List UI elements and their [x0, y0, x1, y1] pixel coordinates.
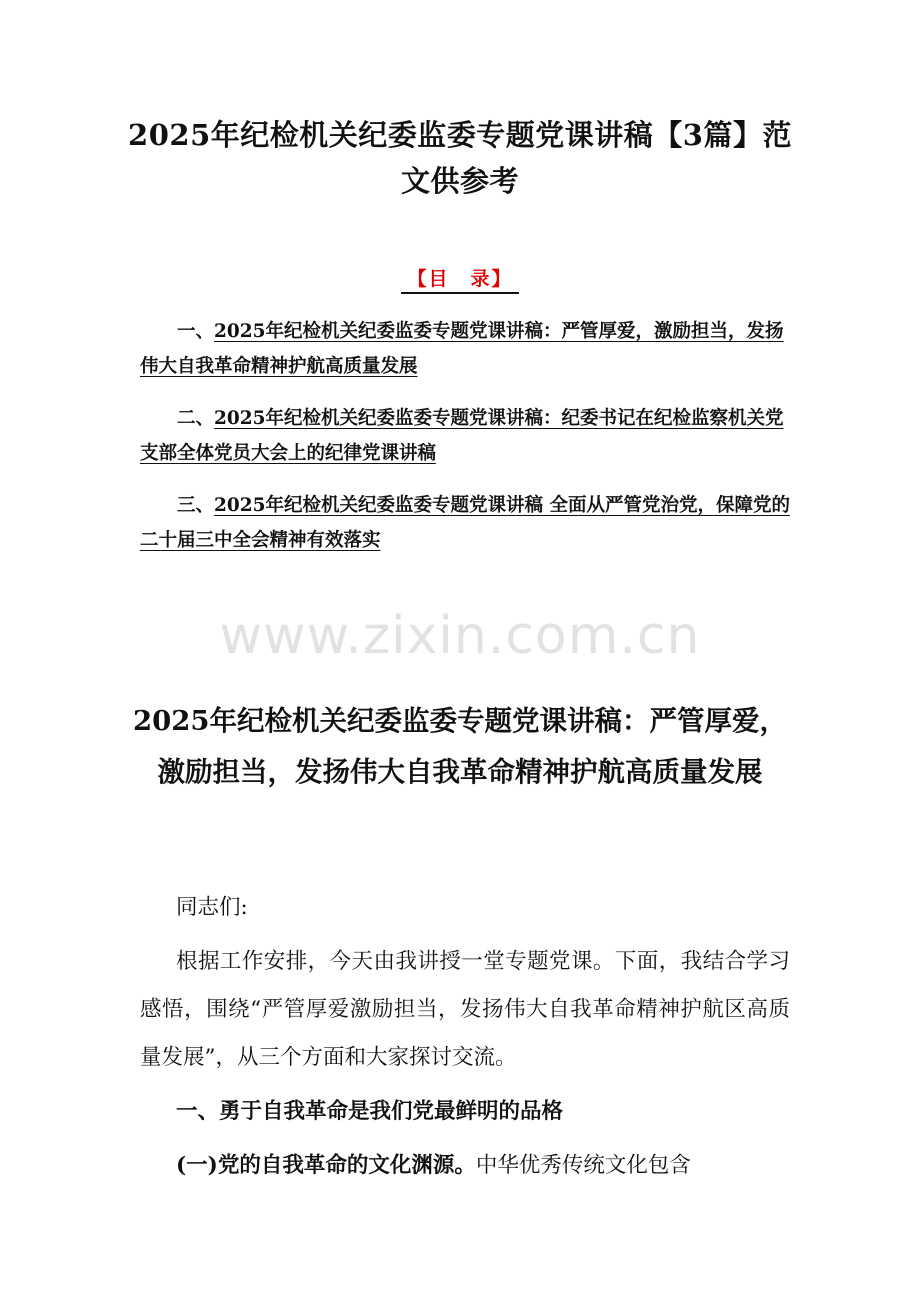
body-text [140, 884, 790, 1190]
subsection-heading: (一)党的自我革命的文化渊源。 [176, 1153, 476, 1178]
table-of-contents [140, 314, 790, 575]
toc-item[interactable] [140, 488, 790, 558]
section-title: 2025年纪检机关纪委监委专题党课讲稿：严管厚爱，激励担当，发扬伟大自我革命精神护航高质量发展 [132, 705, 788, 788]
subsection-paragraph [140, 1142, 790, 1190]
toc-item-number: 三、 [177, 495, 215, 516]
toc-item-link[interactable]: 2025年纪检机关纪委监委专题党课讲稿 全面从严管党治党，保障党的二十届三中全会精神有效落实 [140, 495, 790, 551]
greeting: 同志们: [176, 895, 248, 920]
paragraph: 根据工作安排，今天由我讲授一堂专题党课。下面，我结合学习感悟，围绕“严管厚爱激励担当，发扬伟大自我革命精神护航区高质量发展”，从三个方面和大家探讨交流。 [140, 949, 790, 1070]
toc-item[interactable] [140, 314, 790, 384]
toc-heading-text: 【目 录】 [401, 268, 518, 294]
toc-item[interactable] [140, 401, 790, 471]
section-heading: 一、勇于自我革命是我们党最鲜明的品格 [176, 1099, 564, 1124]
toc-item-link[interactable]: 2025年纪检机关纪委监委专题党课讲稿：严管厚爱，激励担当，发扬伟大自我革命精神护航高质量发展 [140, 321, 784, 377]
subsection-text: 中华优秀传统文化包含 [475, 1153, 691, 1178]
toc-heading [0, 264, 920, 294]
document-title: 2025年纪检机关纪委监委专题党课讲稿【3篇】范文供参考 [128, 118, 792, 198]
toc-item-number: 二、 [177, 408, 215, 429]
toc-item-number: 一、 [177, 321, 215, 342]
watermark: www.zixin.com.cn [219, 606, 701, 666]
toc-item-link[interactable]: 2025年纪检机关纪委监委专题党课讲稿：纪委书记在纪检监察机关党支部全体党员大会上的纪律党课讲稿 [140, 408, 784, 464]
